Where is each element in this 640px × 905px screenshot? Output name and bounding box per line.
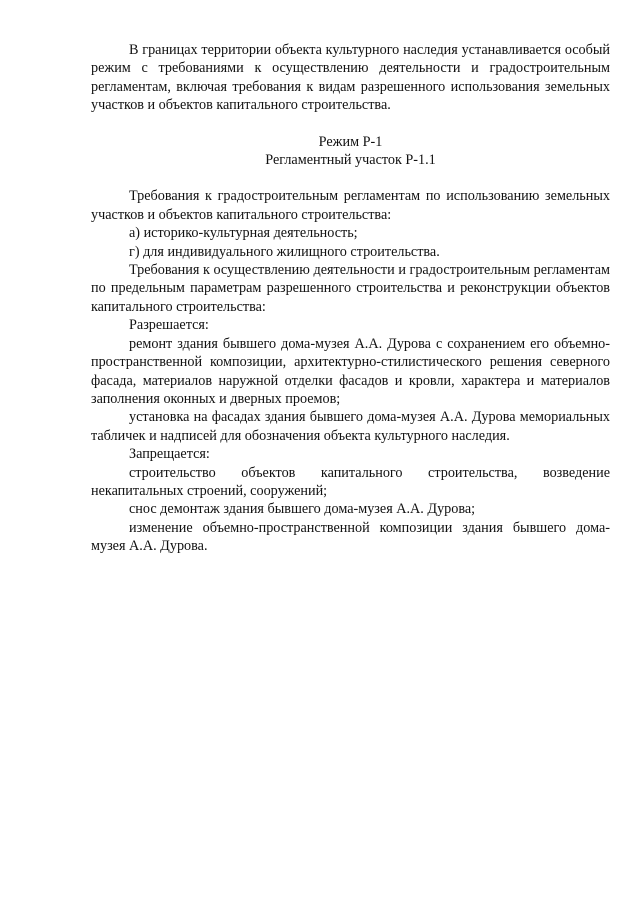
forbidden-item-construction: строительство объектов капитального строительства, возведение некапитальных строений, сооружений; <box>91 464 610 499</box>
forbidden-heading: Запрещается: <box>129 446 210 463</box>
regime-title: Режим Р-1 <box>318 133 383 150</box>
allowed-heading: Разрешается: <box>129 317 209 334</box>
list-item-g: г) для индивидуального жилищного строительства. <box>129 243 440 260</box>
requirements-paragraph: Требования к градостроительным регламентам по использованию земельных участков и объектов капитального строительства: <box>91 188 610 223</box>
forbidden-item-composition: изменение объемно-пространственной композиции здания бывшего дома-музея А.А. Дурова. <box>91 519 610 555</box>
allowed-item-plaques: установка на фасадах здания бывшего дома-музея А.А. Дурова мемориальных табличек и надписей для обозначения объекта культурного наследия. <box>91 409 610 444</box>
list-item-a: а) историко-культурная деятельность; <box>129 225 358 242</box>
intro-paragraph: В границах территории объекта культурного наследия устанавливается особый режим с требованиями к осуществлению деятельности и градостроительным регламентам, включая требования к видам разрешенного использования земельных участков и объектов капитального строительства. <box>91 42 610 114</box>
regime-heading <box>91 133 610 170</box>
allowed-item-repair: ремонт здания бывшего дома-музея А.А. Дурова с сохранением его объемно-пространственной композиции, архитектурно-стилистического решения северного фасада, материалов наружной отделки фасадов и кровли, характера и материалов заполнения оконных и дверных проемов; <box>91 335 610 407</box>
activity-requirements-paragraph: Требования к осуществлению деятельности и градостроительным регламентам по предельным параметрам разрешенного строительства и реконструкции объектов капитального строительства: <box>91 262 610 315</box>
subzone-title: Регламентный участок Р-1.1 <box>265 152 436 169</box>
forbidden-item-demolition: снос демонтаж здания бывшего дома-музея А.А. Дурова; <box>129 501 476 518</box>
document-body <box>91 41 610 556</box>
